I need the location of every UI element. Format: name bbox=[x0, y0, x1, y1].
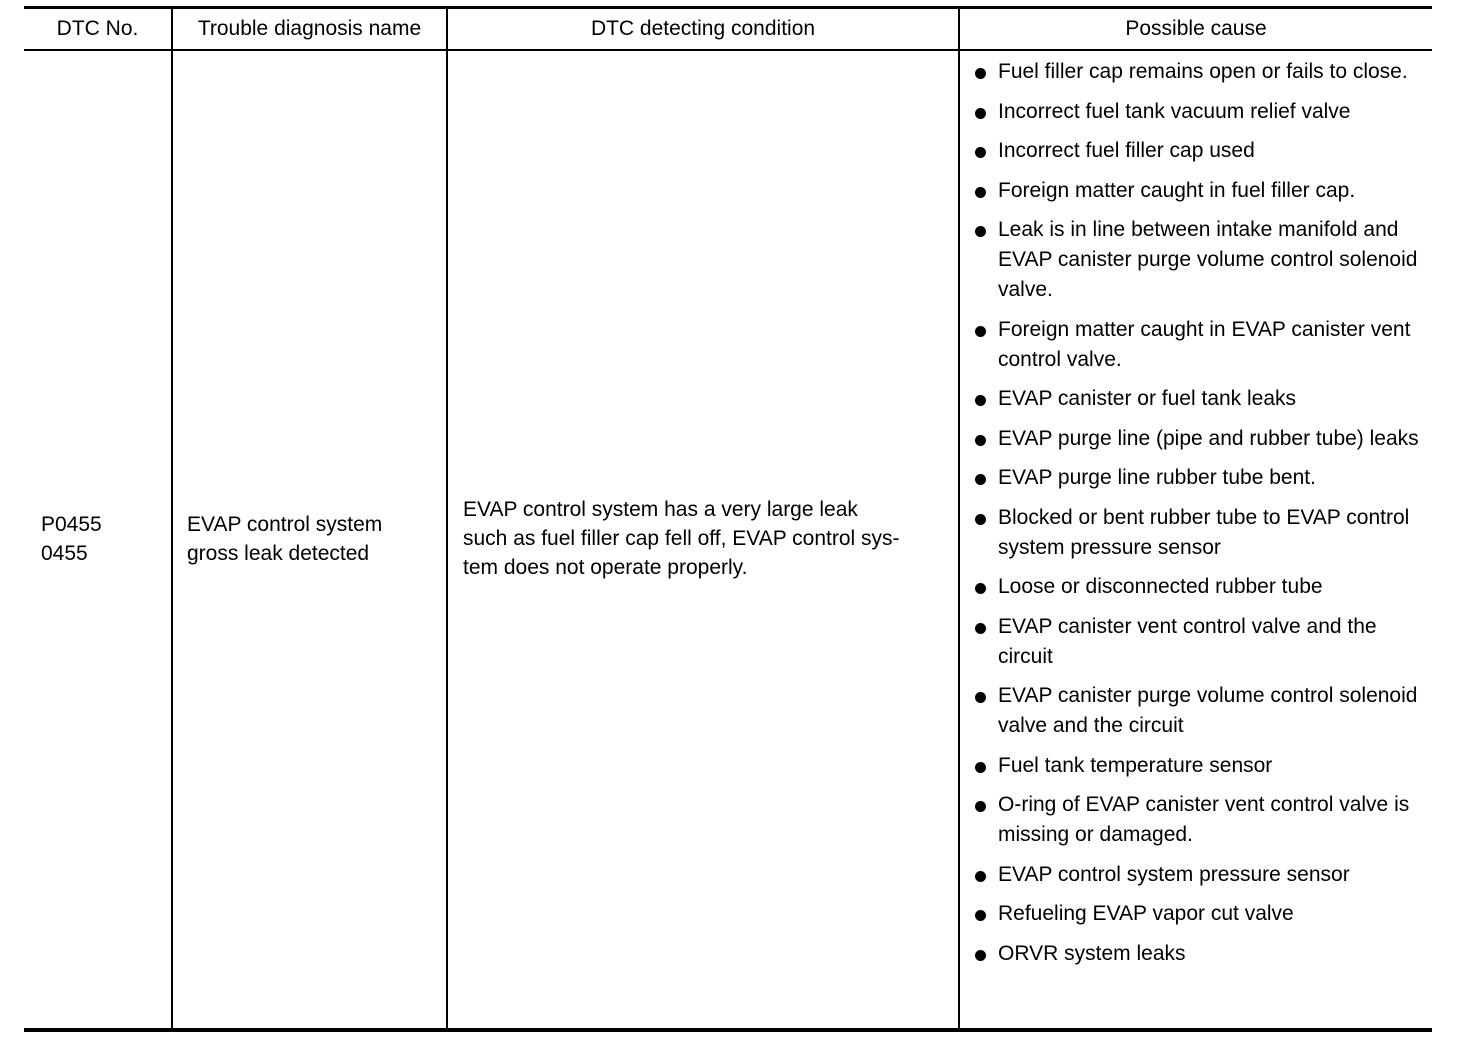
header-possible-cause: Possible cause bbox=[1125, 17, 1267, 40]
list-item bbox=[975, 572, 1425, 602]
list-item bbox=[975, 424, 1425, 454]
bullet-icon bbox=[975, 226, 986, 237]
header-rule bbox=[24, 49, 1432, 51]
bullet-icon bbox=[975, 762, 986, 773]
bullet-icon bbox=[975, 801, 986, 812]
header-dtc-no: DTC No. bbox=[56, 17, 139, 40]
list-item bbox=[975, 384, 1425, 414]
bullet-icon bbox=[975, 871, 986, 882]
bullet-icon bbox=[975, 435, 986, 446]
cause-text: Incorrect fuel tank vacuum relief valve bbox=[998, 99, 1351, 123]
bullet-icon bbox=[975, 474, 986, 485]
cause-text: Foreign matter caught in EVAP canister vent control valve. bbox=[998, 317, 1411, 371]
list-item bbox=[975, 790, 1425, 850]
cause-text: EVAP purge line rubber tube bent. bbox=[998, 466, 1316, 489]
bullet-icon bbox=[975, 692, 986, 703]
header-diagnosis-name: Trouble diagnosis name bbox=[197, 17, 422, 40]
condition-line: tem does not operate properly. bbox=[463, 556, 748, 579]
list-item bbox=[975, 681, 1425, 741]
cause-text: EVAP canister vent control valve and the circuit bbox=[998, 614, 1377, 668]
dtc-code-cell bbox=[41, 510, 102, 568]
bullet-icon bbox=[975, 187, 986, 198]
column-divider bbox=[171, 8, 173, 1029]
bullet-icon bbox=[975, 514, 986, 525]
bullet-icon bbox=[975, 950, 986, 961]
cause-text: Refueling EVAP vapor cut valve bbox=[998, 902, 1294, 925]
cause-text: Incorrect fuel filler cap used bbox=[998, 139, 1255, 162]
cause-text: EVAP control system pressure sensor bbox=[998, 862, 1350, 886]
cause-text: EVAP canister purge volume control solenoid valve and the circuit bbox=[998, 684, 1418, 737]
bullet-icon bbox=[975, 395, 986, 406]
bullet-icon bbox=[975, 68, 986, 79]
cause-text: Blocked or bent rubber tube to EVAP control system pressure sensor bbox=[998, 505, 1410, 559]
header-detecting-condition: DTC detecting condition bbox=[590, 17, 816, 40]
list-item bbox=[975, 899, 1425, 929]
column-divider bbox=[446, 8, 448, 1029]
cause-text: Loose or disconnected rubber tube bbox=[998, 575, 1323, 598]
list-item bbox=[975, 97, 1425, 127]
detecting-condition-cell bbox=[463, 495, 900, 582]
bullet-icon bbox=[975, 108, 986, 119]
cause-text: Fuel filler cap remains open or fails to close. bbox=[998, 60, 1408, 83]
cause-text: ORVR system leaks bbox=[998, 941, 1186, 965]
cause-text: EVAP canister or fuel tank leaks bbox=[998, 387, 1297, 410]
diagnosis-name-cell bbox=[187, 510, 382, 568]
bullet-icon bbox=[975, 583, 986, 594]
dtc-code: 0455 bbox=[41, 542, 88, 565]
cause-text: Fuel tank temperature sensor bbox=[998, 753, 1273, 777]
list-item bbox=[975, 215, 1425, 305]
condition-line: EVAP control system has a very large leak bbox=[463, 498, 858, 521]
possible-cause-list bbox=[975, 57, 1425, 978]
bullet-icon bbox=[975, 326, 986, 337]
list-item bbox=[975, 939, 1425, 969]
cause-text: EVAP purge line (pipe and rubber tube) leaks bbox=[998, 426, 1419, 450]
diagnosis-name-line: EVAP control system bbox=[187, 513, 383, 536]
list-item bbox=[975, 612, 1425, 672]
diagnosis-name-line: gross leak detected bbox=[187, 542, 370, 565]
column-divider bbox=[958, 8, 960, 1029]
list-item bbox=[975, 176, 1425, 206]
cause-text: O-ring of EVAP canister vent control valve is missing or damaged. bbox=[998, 793, 1410, 846]
bullet-icon bbox=[975, 147, 986, 158]
list-item bbox=[975, 315, 1425, 375]
dtc-table bbox=[24, 6, 1432, 1032]
bullet-icon bbox=[975, 623, 986, 634]
table-bottom-rule bbox=[24, 1028, 1432, 1032]
list-item bbox=[975, 136, 1425, 166]
list-item bbox=[975, 860, 1425, 890]
cause-text: Leak is in line between intake manifold and EVAP canister purge volume control solenoid valve. bbox=[998, 218, 1418, 301]
cause-text: Foreign matter caught in fuel filler cap. bbox=[998, 178, 1356, 202]
list-item bbox=[975, 503, 1425, 563]
list-item bbox=[975, 751, 1425, 781]
list-item bbox=[975, 463, 1425, 493]
list-item bbox=[975, 57, 1425, 87]
condition-line: such as fuel filler cap fell off, EVAP control sys- bbox=[463, 527, 900, 550]
bullet-icon bbox=[975, 910, 986, 921]
dtc-code: P0455 bbox=[41, 513, 102, 536]
